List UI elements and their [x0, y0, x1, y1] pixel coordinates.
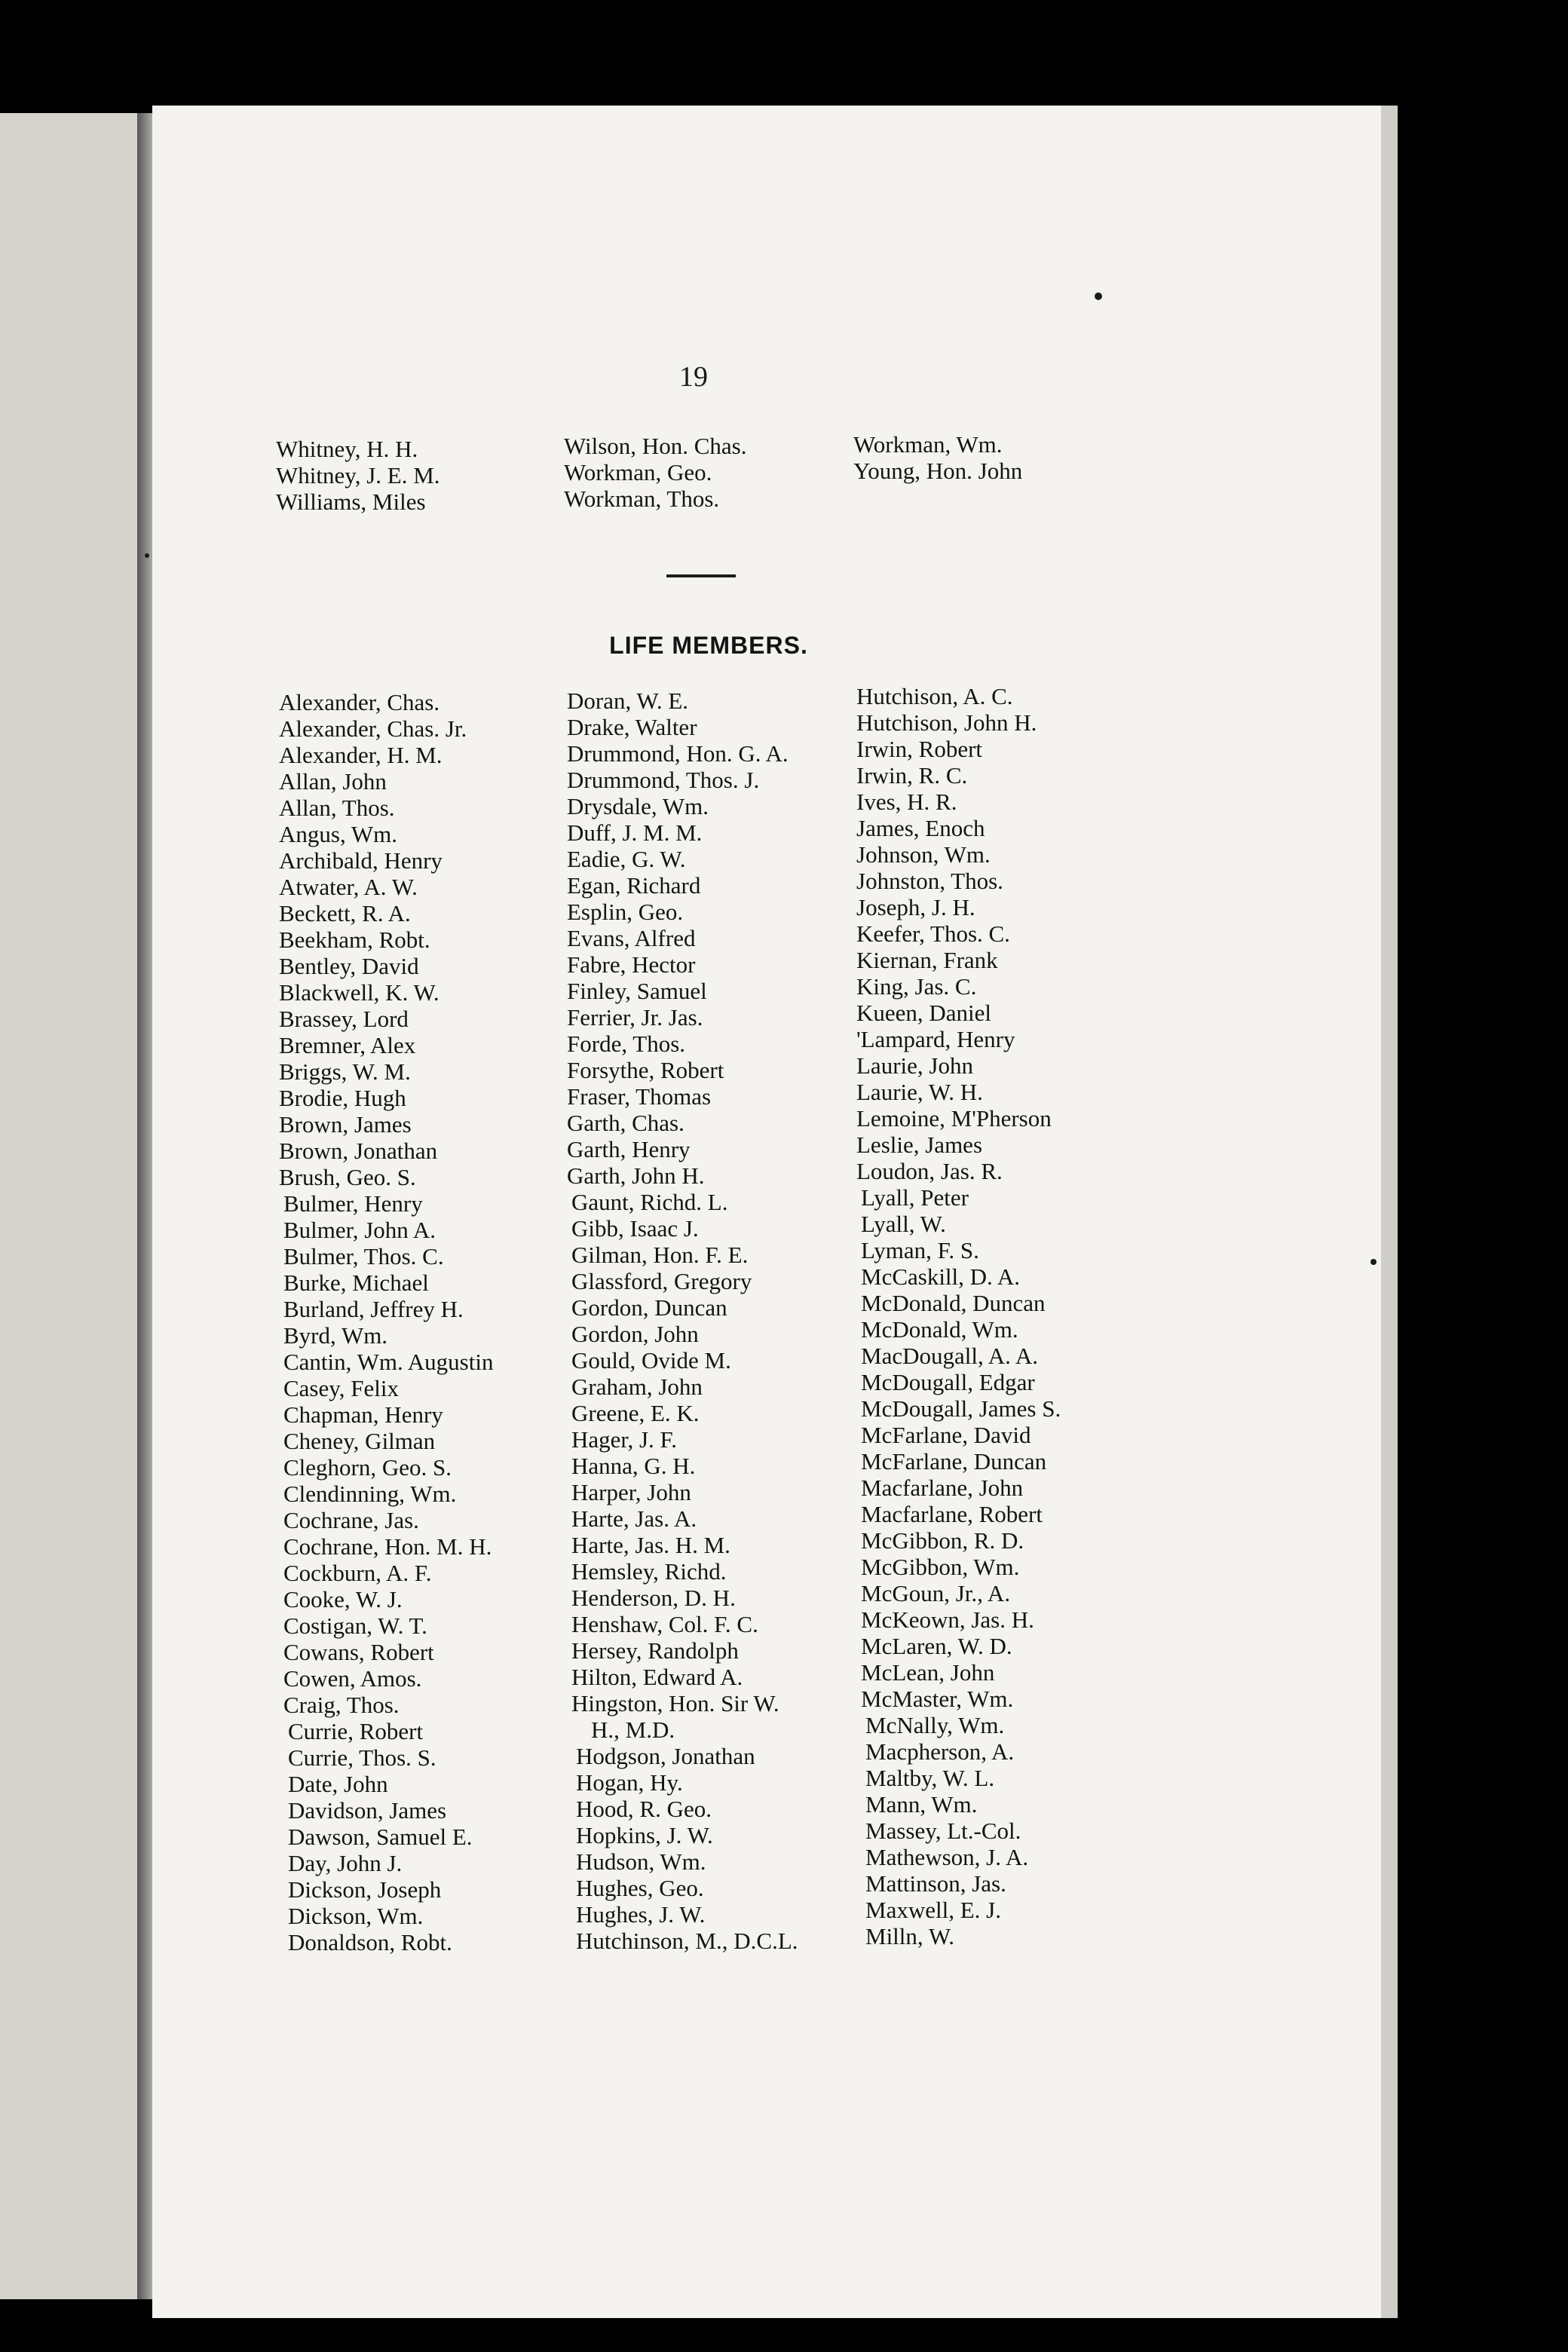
member-name: Doran, W. E. [567, 688, 689, 714]
member-name: King, Jas. C. [856, 973, 977, 1000]
section-divider [666, 574, 736, 577]
member-name: Cochrane, Jas. [283, 1507, 419, 1533]
member-name: Brodie, Hugh [279, 1085, 406, 1111]
member-name: 'Lampard, Henry [856, 1026, 1015, 1052]
member-name: Gould, Ovide M. [571, 1347, 731, 1374]
member-name: Hogan, Hy. [576, 1769, 683, 1796]
member-name: Laurie, W. H. [856, 1079, 983, 1105]
member-name: Hood, R. Geo. [576, 1796, 712, 1822]
member-name: Forde, Thos. [567, 1031, 686, 1057]
member-name: Brush, Geo. S. [279, 1164, 416, 1190]
member-name: Whitney, H. H. [276, 436, 418, 462]
member-name: Eadie, G. W. [567, 846, 686, 872]
member-name: Massey, Lt.-Col. [865, 1818, 1021, 1844]
member-name: Gaunt, Richd. L. [571, 1189, 728, 1215]
member-name: Irwin, R. C. [856, 762, 968, 789]
member-name: Henshaw, Col. F. C. [571, 1611, 758, 1637]
member-name: Brown, James [279, 1111, 412, 1138]
member-name: Hanna, G. H. [571, 1453, 696, 1479]
member-name: Cowans, Robert [283, 1639, 434, 1665]
member-name: Casey, Felix [283, 1375, 399, 1401]
member-name: Beekham, Robt. [279, 926, 430, 953]
member-name: Macfarlane, Robert [861, 1501, 1043, 1527]
member-name: Atwater, A. W. [279, 874, 418, 900]
member-name: Hager, J. F. [571, 1426, 678, 1453]
member-name: Craig, Thos. [283, 1692, 400, 1718]
member-name: Ives, H. R. [856, 789, 957, 815]
member-name: Bentley, David [279, 953, 419, 979]
member-name: Glassford, Gregory [571, 1268, 752, 1294]
member-name: Alexander, H. M. [279, 742, 443, 768]
member-name: Day, John J. [288, 1850, 403, 1876]
member-name: Briggs, W. M. [279, 1058, 411, 1085]
ink-speck [145, 553, 149, 558]
member-name: Wilson, Hon. Chas. [564, 433, 747, 459]
member-name: Bulmer, Henry [283, 1190, 423, 1217]
member-name: Angus, Wm. [279, 821, 398, 847]
member-name: Currie, Thos. S. [288, 1744, 436, 1771]
member-name: Hilton, Edward A. [571, 1664, 743, 1690]
member-name: Gordon, Duncan [571, 1294, 727, 1321]
member-name: Drysdale, Wm. [567, 793, 709, 819]
top-list-column-1 [276, 436, 440, 515]
member-name: Keefer, Thos. C. [856, 920, 1010, 947]
member-name: Date, John [288, 1771, 388, 1797]
member-name: Hemsley, Richd. [571, 1558, 727, 1585]
member-name: Maltby, W. L. [865, 1765, 995, 1791]
member-name: Greene, E. K. [571, 1400, 700, 1426]
top-list-column-3 [853, 431, 1022, 484]
member-name: Esplin, Geo. [567, 899, 684, 925]
section-title: LIFE MEMBERS. [609, 632, 808, 659]
member-name: Drummond, Hon. G. A. [567, 740, 789, 767]
member-name: Workman, Wm. [853, 431, 1003, 458]
member-name: Burland, Jeffrey H. [283, 1296, 464, 1322]
member-name: Allan, John [279, 768, 387, 795]
member-name: Dickson, Joseph [288, 1876, 442, 1903]
member-name: McDonald, Duncan [861, 1290, 1046, 1316]
member-name: Macpherson, A. [865, 1738, 1015, 1765]
member-name: Cowen, Amos. [283, 1665, 422, 1692]
member-name: Lyman, F. S. [861, 1237, 979, 1263]
member-name: Duff, J. M. M. [567, 819, 703, 846]
member-name: Bulmer, John A. [283, 1217, 436, 1243]
member-name: James, Enoch [856, 815, 985, 841]
member-name: Gibb, Isaac J. [571, 1215, 699, 1242]
member-name: Kiernan, Frank [856, 947, 998, 973]
member-name: Davidson, James [288, 1797, 447, 1824]
member-name: Henderson, D. H. [571, 1585, 736, 1611]
member-name: Graham, John [571, 1374, 703, 1400]
member-name: Bulmer, Thos. C. [283, 1243, 444, 1269]
member-name: Lemoine, M'Pherson [856, 1105, 1052, 1132]
member-name: Currie, Robert [288, 1718, 424, 1744]
member-name: Leslie, James [856, 1132, 983, 1158]
ink-speck [1370, 1259, 1377, 1265]
member-name: McLaren, W. D. [861, 1633, 1012, 1659]
member-name: Archibald, Henry [279, 847, 443, 874]
member-name: Fraser, Thomas [567, 1083, 712, 1110]
member-name: Evans, Alfred [567, 925, 696, 951]
member-name: Garth, John H. [567, 1162, 705, 1189]
member-name: McFarlane, Duncan [861, 1448, 1047, 1475]
member-name: Harte, Jas. A. [571, 1505, 697, 1532]
member-name: MacDougall, A. A. [861, 1343, 1039, 1369]
member-name: Burke, Michael [283, 1269, 429, 1296]
member-name: McGoun, Jr., A. [861, 1580, 1011, 1606]
member-name: Garth, Henry [567, 1136, 691, 1162]
member-name: Gilman, Hon. F. E. [571, 1242, 749, 1268]
member-name: Workman, Geo. [564, 459, 712, 485]
life-members-column-3 [856, 683, 1061, 1949]
member-name: Mathewson, J. A. [865, 1844, 1029, 1870]
member-name: McGibbon, Wm. [861, 1554, 1020, 1580]
member-name: Maxwell, E. J. [865, 1897, 1001, 1923]
member-name: Cochrane, Hon. M. H. [283, 1533, 492, 1560]
member-name: Drake, Walter [567, 714, 697, 740]
member-name: Clendinning, Wm. [283, 1481, 457, 1507]
member-name: Hughes, J. W. [576, 1901, 706, 1928]
member-name: Young, Hon. John [853, 458, 1023, 484]
member-name: Macfarlane, John [861, 1475, 1024, 1501]
page-edge [1381, 106, 1398, 2318]
member-name: Hutchinson, M., D.C.L. [576, 1928, 798, 1954]
member-name: Ferrier, Jr. Jas. [567, 1004, 703, 1031]
member-name: Bremner, Alex [279, 1032, 416, 1058]
facing-page [0, 113, 137, 2299]
member-name: McDougall, James S. [861, 1395, 1061, 1422]
member-name: Hughes, Geo. [576, 1875, 704, 1901]
member-name: Johnston, Thos. [856, 868, 1003, 894]
member-name: Cockburn, A. F. [283, 1560, 432, 1586]
member-name: Blackwell, K. W. [279, 979, 439, 1006]
member-name: Kueen, Daniel [856, 1000, 992, 1026]
member-name: Egan, Richard [567, 872, 701, 899]
member-name: Donaldson, Robt. [288, 1929, 452, 1955]
member-name: Lyall, Peter [861, 1184, 969, 1211]
member-name: Drummond, Thos. J. [567, 767, 760, 793]
member-name: McMaster, Wm. [861, 1686, 1014, 1712]
member-name: Hutchison, A. C. [856, 683, 1013, 709]
member-name: Hingston, Hon. Sir W. [571, 1690, 779, 1717]
member-name: Cheney, Gilman [283, 1428, 436, 1454]
member-name: Workman, Thos. [564, 485, 720, 512]
member-name: Laurie, John [856, 1052, 973, 1079]
member-name: Fabre, Hector [567, 951, 696, 978]
member-name: Cooke, W. J. [283, 1586, 403, 1612]
member-name: Allan, Thos. [279, 795, 395, 821]
member-name: McNally, Wm. [865, 1712, 1005, 1738]
member-name: Harper, John [571, 1479, 691, 1505]
member-name: Loudon, Jas. R. [856, 1158, 1003, 1184]
member-name: Cleghorn, Geo. S. [283, 1454, 452, 1481]
member-name: Forsythe, Robert [567, 1057, 724, 1083]
member-name: Chapman, Henry [283, 1401, 443, 1428]
top-list-column-2 [564, 433, 746, 512]
member-name: Gordon, John [571, 1321, 699, 1347]
member-name: Williams, Miles [276, 488, 426, 515]
member-name: McKeown, Jas. H. [861, 1606, 1034, 1633]
member-name: Whitney, J. E. M. [276, 462, 440, 488]
member-name: Alexander, Chas. [279, 689, 440, 715]
member-name: Garth, Chas. [567, 1110, 684, 1136]
member-name: Johnson, Wm. [856, 841, 991, 868]
member-name: Hodgson, Jonathan [576, 1743, 755, 1769]
member-name: Costigan, W. T. [283, 1612, 427, 1639]
book-spine [137, 113, 152, 2299]
member-name: Brassey, Lord [279, 1006, 409, 1032]
member-name: Hutchison, John H. [856, 709, 1037, 736]
life-members-column-2 [567, 688, 798, 1954]
member-name: Irwin, Robert [856, 736, 983, 762]
member-name: McCaskill, D. A. [861, 1263, 1020, 1290]
member-name: Hopkins, J. W. [576, 1822, 713, 1848]
member-name: Milln, W. [865, 1923, 955, 1949]
member-name: Brown, Jonathan [279, 1138, 438, 1164]
member-name: Beckett, R. A. [279, 900, 411, 926]
member-name: Byrd, Wm. [283, 1322, 388, 1349]
member-name: McGibbon, R. D. [861, 1527, 1024, 1554]
member-name: Dawson, Samuel E. [288, 1824, 473, 1850]
member-name: Dickson, Wm. [288, 1903, 424, 1929]
member-name: McDonald, Wm. [861, 1316, 1018, 1343]
page-number: 19 [679, 361, 708, 393]
member-name: Harte, Jas. H. M. [571, 1532, 730, 1558]
member-name: H., M.D. [591, 1717, 675, 1743]
member-name: McLean, John [861, 1659, 995, 1686]
member-name: Cantin, Wm. Augustin [283, 1349, 494, 1375]
member-name: McFarlane, David [861, 1422, 1031, 1448]
member-name: Hudson, Wm. [576, 1848, 706, 1875]
member-name: Hersey, Randolph [571, 1637, 739, 1664]
life-members-column-1 [279, 689, 493, 1955]
member-name: Finley, Samuel [567, 978, 707, 1004]
member-name: Alexander, Chas. Jr. [279, 715, 467, 742]
member-name: Mann, Wm. [865, 1791, 978, 1818]
member-name: McDougall, Edgar [861, 1369, 1035, 1395]
member-name: Lyall, W. [861, 1211, 946, 1237]
member-name: Mattinson, Jas. [865, 1870, 1006, 1897]
member-name: Joseph, J. H. [856, 894, 975, 920]
ink-speck [1095, 292, 1102, 300]
